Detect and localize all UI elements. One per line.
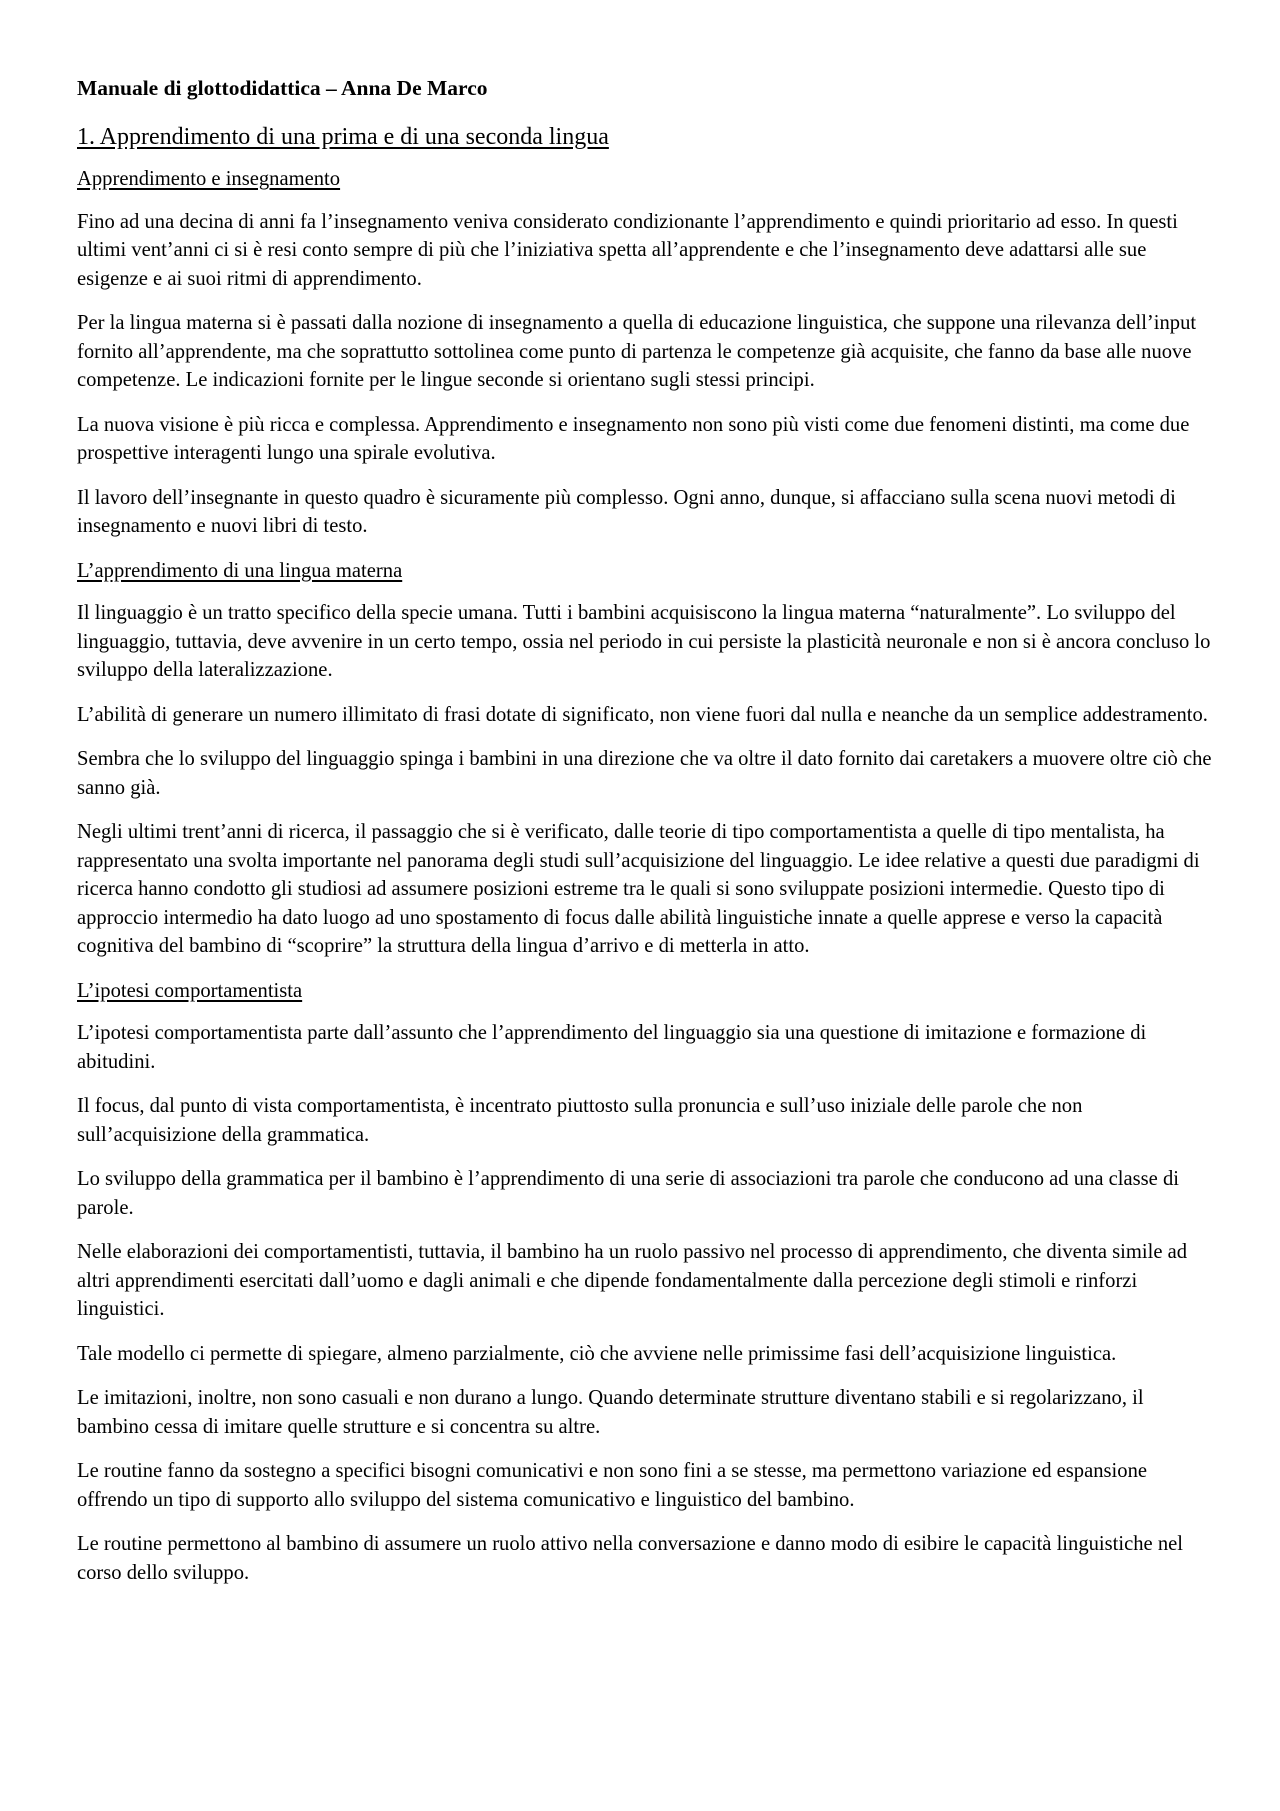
paragraph: Tale modello ci permette di spiegare, almeno parzialmente, ciò che avviene nelle primissime fasi dell’acquisizione linguistica. [77, 1342, 1117, 1365]
section-apprendimento-insegnamento [77, 165, 1214, 541]
section-heading: L’apprendimento di una lingua materna [77, 559, 403, 582]
section-ipotesi-comportamentista [77, 977, 1214, 1588]
paragraph: Per la lingua materna si è passati dalla nozione di insegnamento a quella di educazione linguistica, che suppone una rilevanza dell’input fornito all’apprendente, ma che soprattutto sottolinea come punto di partenza le competenze già acquisite, che fanno da base alle nuove competenze. Le indicazioni fornite per le lingue seconde si orientano sugli stessi principi. [77, 312, 1197, 391]
paragraph: Il focus, dal punto di vista comportamentista, è incentrato piuttosto sulla pronuncia e sull’uso iniziale delle parole che non sull’acquisizione della grammatica. [77, 1095, 1083, 1146]
paragraph: Le routine fanno da sostegno a specifici bisogni comunicativi e non sono fini a se stesse, ma permettono variazione ed espansione offrendo un tipo di supporto allo sviluppo del sistema comunicativo e linguistico del bambino. [77, 1460, 1148, 1511]
paragraph: Sembra che lo sviluppo del linguaggio spinga i bambini in una direzione che va oltre il dato fornito dai caretakers a muovere oltre ciò che sanno già. [77, 748, 1212, 799]
paragraph: Il linguaggio è un tratto specifico della specie umana. Tutti i bambini acquisiscono la lingua materna “naturalmente”. Lo sviluppo del linguaggio, tuttavia, deve avvenire in un certo tempo, ossia nel periodo in cui persiste la plasticità neuronale e non si è ancora concluso lo sviluppo della lateralizzazione. [77, 602, 1211, 681]
paragraph: Il lavoro dell’insegnante in questo quadro è sicuramente più complesso. Ogni anno, dunque, si affacciano sulla scena nuovi metodi di insegnamento e nuovi libri di testo. [77, 486, 1176, 537]
paragraph: L’ipotesi comportamentista parte dall’assunto che l’apprendimento del linguaggio sia una questione di imitazione e formazione di abitudini. [77, 1022, 1147, 1073]
paragraph: L’abilità di generare un numero illimitato di frasi dotate di significato, non viene fuori dal nulla e neanche da un semplice addestramento. [77, 703, 1208, 726]
document-title: Manuale di glottodidattica – Anna De Marco [77, 76, 488, 100]
paragraph: Le routine permettono al bambino di assumere un ruolo attivo nella conversazione e danno modo di esibire le capacità linguistiche nel corso dello sviluppo. [77, 1533, 1183, 1584]
paragraph: Nelle elaborazioni dei comportamentisti, tuttavia, il bambino ha un ruolo passivo nel processo di apprendimento, che diventa simile ad altri apprendimenti esercitati dall’uomo e dagli animali e che dipende fondamentalmente dalla percezione degli stimoli e rinforzi linguistici. [77, 1241, 1188, 1320]
section-heading: Apprendimento e insegnamento [77, 168, 341, 190]
section-lingua-materna [77, 557, 1214, 961]
section-heading: L’ipotesi comportamentista [77, 979, 303, 1002]
paragraph: Fino ad una decina di anni fa l’insegnamento veniva considerato condizionante l’apprendimento e quindi prioritario ad esso. In questi ultimi vent’anni ci si è resi conto sempre di più che l’iniziativa spetta all’apprendente e che l’insegnamento deve adattarsi alle sue esigenze e ai suoi ritmi di apprendimento. [77, 210, 1178, 290]
paragraph: Le imitazioni, inoltre, non sono casuali e non durano a lungo. Quando determinate strutture diventano stabili e si regolarizzano, il bambino cessa di imitare quelle strutture e si concentra su altre. [77, 1387, 1144, 1438]
paragraph: Negli ultimi trent’anni di ricerca, il passaggio che si è verificato, dalle teorie di tipo comportamentista a quelle di tipo mentalista, ha rappresentato una svolta importante nel panorama degli studi sull’acquisizione del linguaggio. Le idee relative a questi due paradigmi di ricerca hanno condotto gli studiosi ad assumere posizioni estreme tra le quali si sono sviluppate posizioni intermedie. Questo tipo di approccio intermedio ha dato luogo ad uno spostamento di focus dalle abilità linguistiche innate a quelle apprese e verso la capacità cognitiva del bambino di “scoprire” la struttura della lingua d’arrivo e di metterla in atto. [77, 821, 1200, 957]
chapter-heading: 1. Apprendimento di una prima e di una seconda lingua [77, 124, 609, 150]
paragraph: La nuova visione è più ricca e complessa. Apprendimento e insegnamento non sono più visti come due fenomeni distinti, ma come due prospettive interagenti lungo una spirale evolutiva. [77, 413, 1190, 464]
paragraph: Lo sviluppo della grammatica per il bambino è l’apprendimento di una serie di associazioni tra parole che conducono ad una classe di parole. [77, 1168, 1179, 1219]
